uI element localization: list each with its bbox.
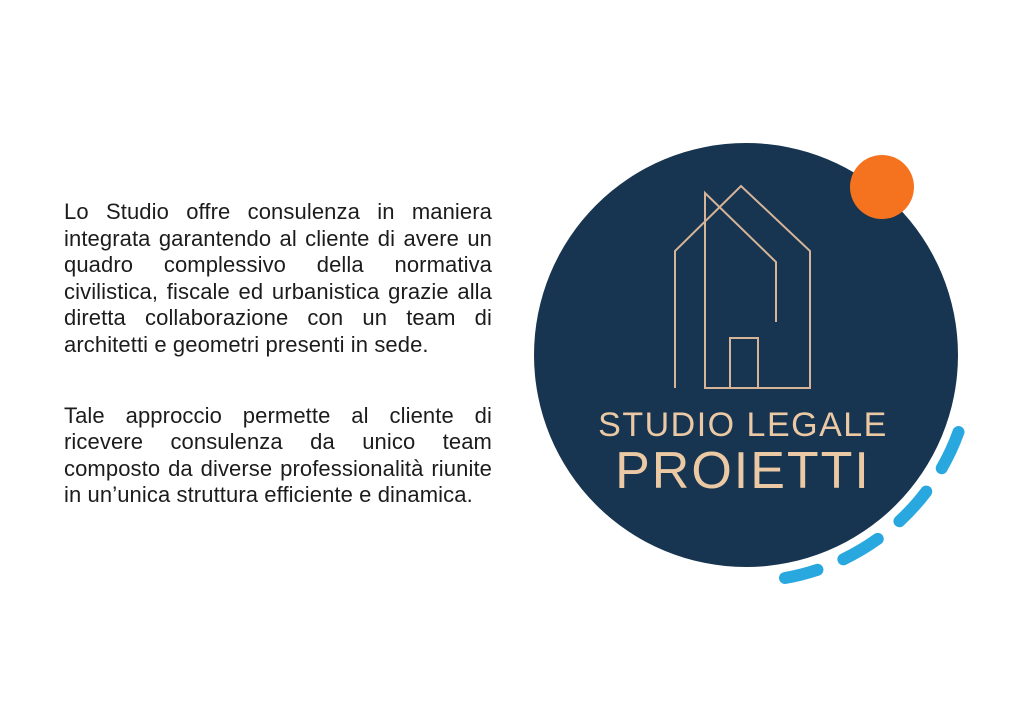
studio-legale-proietti-logo bbox=[500, 95, 1000, 620]
paragraph-1: Lo Studio offre consulenza in maniera integrata garantendo al cliente di avere un quadro complessivo della normativa civilistica, fiscale ed urbanistica grazie alla diretta collaborazione con un team di architetti e geometri presenti in sede. bbox=[64, 199, 492, 357]
orange-dot-decoration bbox=[850, 155, 914, 219]
logo-studio-legale-text: STUDIO LEGALE bbox=[598, 406, 888, 444]
logo-proietti-text: PROIETTI bbox=[615, 442, 871, 500]
intro-text-block bbox=[64, 199, 492, 509]
paragraph-2: Tale approccio permette al cliente di ricevere consulenza da unico team composto da diverse professionalità riunite in un’unica struttura efficiente e dinamica. bbox=[64, 402, 492, 508]
